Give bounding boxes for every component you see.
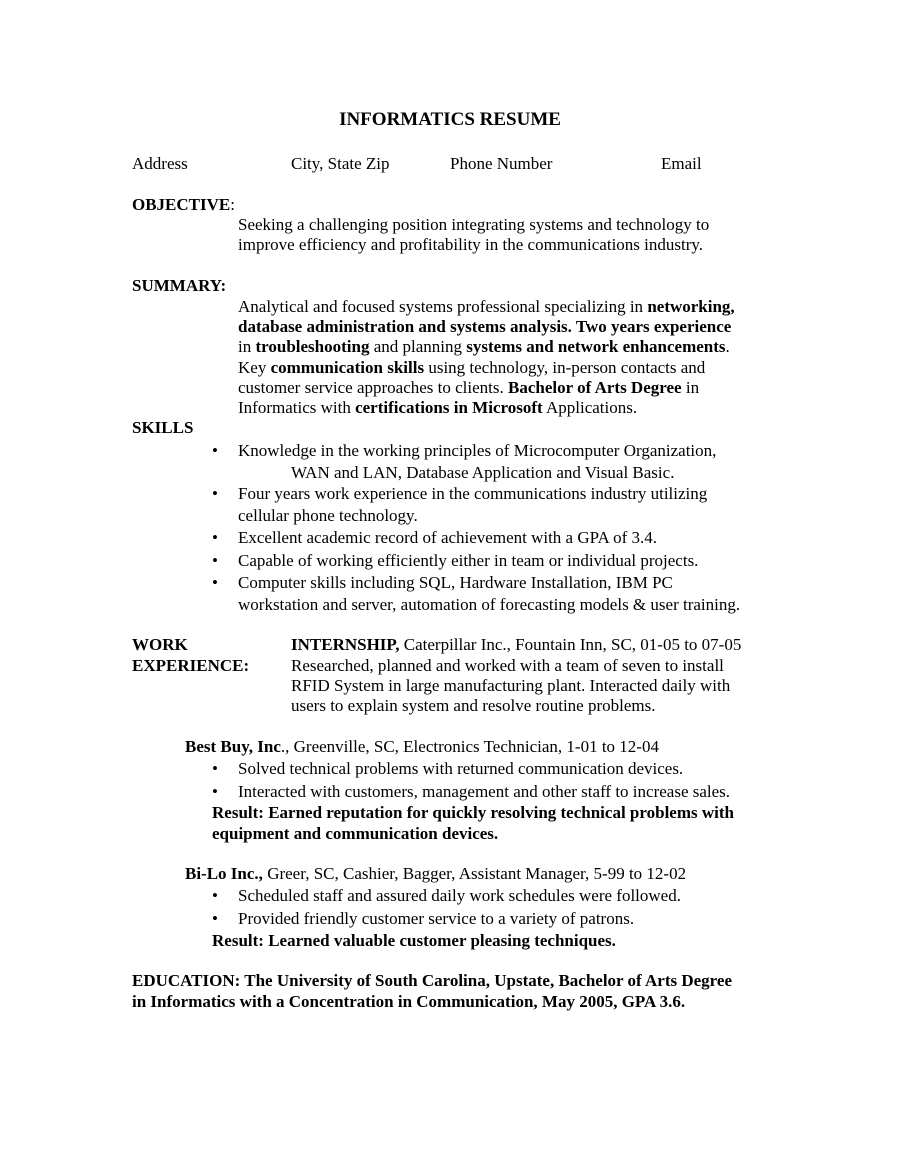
bestbuy-bullet-2: Interacted with customers, management and other staff to increase sales. bbox=[238, 782, 731, 801]
internship-line-3: users to explain system and resolve routine problems. bbox=[291, 696, 656, 715]
summary-line-5: customer service approaches to clients. Bachelor of Arts Degree in bbox=[238, 378, 700, 397]
skill-item-4: Capable of working efficiently either in team or individual projects. bbox=[238, 551, 699, 570]
bullet-icon: • bbox=[212, 782, 218, 801]
bilo-bullet-1: Scheduled staff and assured daily work schedules were followed. bbox=[238, 886, 681, 905]
bullet-icon: • bbox=[212, 759, 218, 778]
bullet-icon: • bbox=[212, 551, 218, 570]
skills-heading: SKILLS bbox=[132, 418, 194, 437]
contact-address: Address bbox=[132, 154, 188, 173]
internship-line-2: RFID System in large manufacturing plant. Interacted daily with bbox=[291, 676, 731, 695]
bestbuy-header: Best Buy, Inc., Greenville, SC, Electronics Technician, 1-01 to 12-04 bbox=[185, 737, 659, 756]
objective-line-2: improve efficiency and profitability in the communications industry. bbox=[238, 235, 704, 254]
contact-city: City, State Zip bbox=[291, 154, 390, 173]
skill-item-1-line-2: WAN and LAN, Database Application and Visual Basic. bbox=[291, 463, 675, 482]
skill-item-2-line-1: Four years work experience in the communications industry utilizing bbox=[238, 484, 708, 503]
work-heading-2: EXPERIENCE: bbox=[132, 656, 250, 675]
summary-line-3: in troubleshooting and planning systems and network enhancements. bbox=[238, 337, 730, 356]
bestbuy-result-line-1: Result: Earned reputation for quickly resolving technical problems with bbox=[212, 803, 734, 822]
bullet-icon: • bbox=[212, 886, 218, 905]
bullet-icon: • bbox=[212, 441, 218, 460]
skill-item-1-line-1: Knowledge in the working principles of Microcomputer Organization, bbox=[238, 441, 717, 460]
skill-item-5-line-1: Computer skills including SQL, Hardware Installation, IBM PC bbox=[238, 573, 673, 592]
bullet-icon: • bbox=[212, 528, 218, 547]
objective-line-1: Seeking a challenging position integrating systems and technology to bbox=[238, 215, 710, 234]
bullet-icon: • bbox=[212, 909, 218, 928]
bestbuy-result-line-2: equipment and communication devices. bbox=[212, 824, 499, 843]
contact-email: Email bbox=[661, 154, 702, 173]
skill-item-2-line-2: cellular phone technology. bbox=[238, 506, 418, 525]
summary-line-6: Informatics with certifications in Microsoft Applications. bbox=[238, 398, 638, 417]
bestbuy-bullet-1: Solved technical problems with returned communication devices. bbox=[238, 759, 684, 778]
contact-phone: Phone Number bbox=[450, 154, 553, 173]
summary-line-1: Analytical and focused systems professional specializing in networking, bbox=[238, 297, 735, 316]
summary-line-4: Key communication skills using technology, in-person contacts and bbox=[238, 358, 706, 377]
summary-heading: SUMMARY: bbox=[132, 276, 227, 295]
internship-header: INTERNSHIP, Caterpillar Inc., Fountain Inn, SC, 01-05 to 07-05 bbox=[291, 635, 742, 654]
work-heading-1: WORK bbox=[132, 635, 188, 654]
education-line-1: EDUCATION: The University of South Carolina, Upstate, Bachelor of Arts Degree bbox=[132, 971, 733, 990]
internship-line-1: Researched, planned and worked with a team of seven to install bbox=[291, 656, 724, 675]
education-line-2: in Informatics with a Concentration in Communication, May 2005, GPA 3.6. bbox=[132, 992, 686, 1011]
objective-heading: OBJECTIVE: bbox=[132, 195, 235, 214]
bilo-result: Result: Learned valuable customer pleasing techniques. bbox=[212, 931, 616, 950]
resume-title: INFORMATICS RESUME bbox=[339, 109, 561, 130]
bilo-header: Bi-Lo Inc., Greer, SC, Cashier, Bagger, Assistant Manager, 5-99 to 12-02 bbox=[185, 864, 687, 883]
bilo-bullet-2: Provided friendly customer service to a variety of patrons. bbox=[238, 909, 635, 928]
skill-item-5-line-2: workstation and server, automation of forecasting models & user training. bbox=[238, 595, 741, 614]
skill-item-3: Excellent academic record of achievement with a GPA of 3.4. bbox=[238, 528, 658, 547]
bullet-icon: • bbox=[212, 484, 218, 503]
bullet-icon: • bbox=[212, 573, 218, 592]
summary-line-2: database administration and systems analysis. Two years experience bbox=[238, 317, 732, 336]
